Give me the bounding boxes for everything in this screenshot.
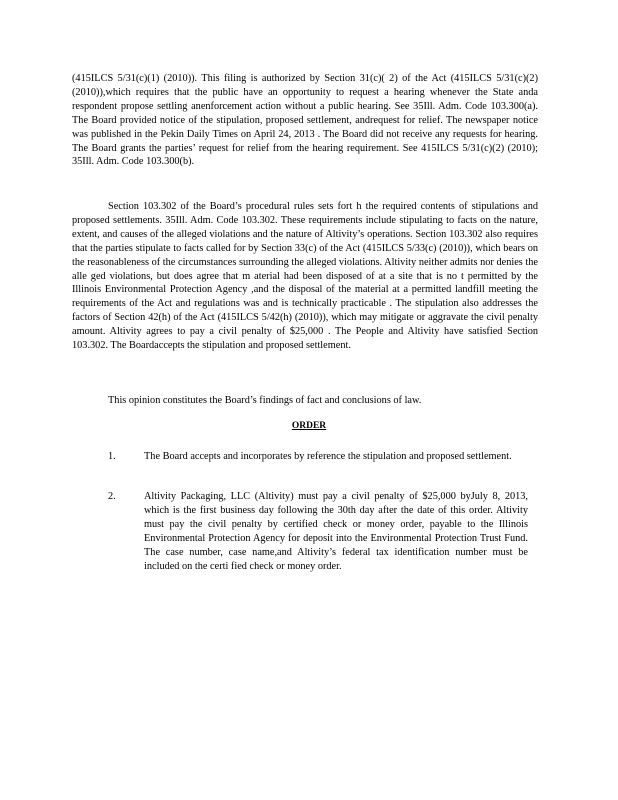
order-heading: ORDER xyxy=(291,421,327,431)
paragraph-procedural-rules: Section 103.302 of the Board’s procedural rules sets fort h the required contents of stipulations and proposed settlements. 35Ill. Adm. Code 103.302. These requirements include stipulating to facts on the nature, extent, and causes of the alleged violations and the nature of Altivity’s operations. Section 103.302 also requires that the parties stipulate to facts called for by Section 33(c) of the Act (415ILCS 5/33(c) (2010)), which bears on the reasonableness of the circumstances surrounding the alleged violations. Altivity neither admits nor denies the alle ged violations, but does agree that m aterial had been disposed of at a site that is no t permitted by the Illinois Environmental Protection Agency ,and the disposal of the material at a permitted landfill meeting the requirements of the Act and regulations was and is technically practicable . The stipulation also addresses the factors of Section 42(h) of the Act (415ILCS 5/42(h) (2010)), which may mitigate or aggravate the civil penalty amount. Altivity agrees to pay a civil penalty of $25,000 . The People and Altivity have satisfied Section 103.302. The Boardaccepts the stipulation and proposed settlement. xyxy=(72,201,538,352)
order-item xyxy=(108,490,528,573)
paragraph-hearing-notice: (415ILCS 5/31(c)(1) (2010)). This filing is authorized by Section 31(c)( 2) of the Act (415ILCS 5/31(c)(2) (2010)),which requires that the public have an opportunity to request a hearing whenever the State anda respondent propose settling anenforcement action without a public hearing. See 35Ill. Adm. Code 103.300(a). The Board provided notice of the stipulation, proposed settlement, andrequest for relief. The newspaper notice was published in the Pekin Daily Times on April 24, 2013 . The Board did not receive any requests for hearing. The Board grants the parties’ request for relief from the hearing requirement. See 415ILCS 5/31(c)(2) (2010); 35Ill. Adm. Code 103.300(b). xyxy=(72,73,538,168)
order-item-text: The Board accepts and incorporates by reference the stipulation and proposed settlement. xyxy=(144,451,512,462)
order-item-text: Altivity Packaging, LLC (Altivity) must pay a civil penalty of $25,000 byJuly 8, 2013, which is the first business day following the 30th day after the date of this order. Altivity must pay the civil penalty by certified check or money order, payable to the Illinois Environmental Protection Agency for deposit into the Environmental Protection Trust Fund. The case number, case name,and Altivity’s federal tax identification number must be included on the certi fied check or money order. xyxy=(144,491,528,572)
paragraph-opinion-statement: This opinion constitutes the Board’s findings of fact and conclusions of law. xyxy=(108,395,422,406)
order-item xyxy=(108,450,528,464)
order-item-number: 2. xyxy=(108,491,116,502)
order-item-number: 1. xyxy=(108,451,116,462)
